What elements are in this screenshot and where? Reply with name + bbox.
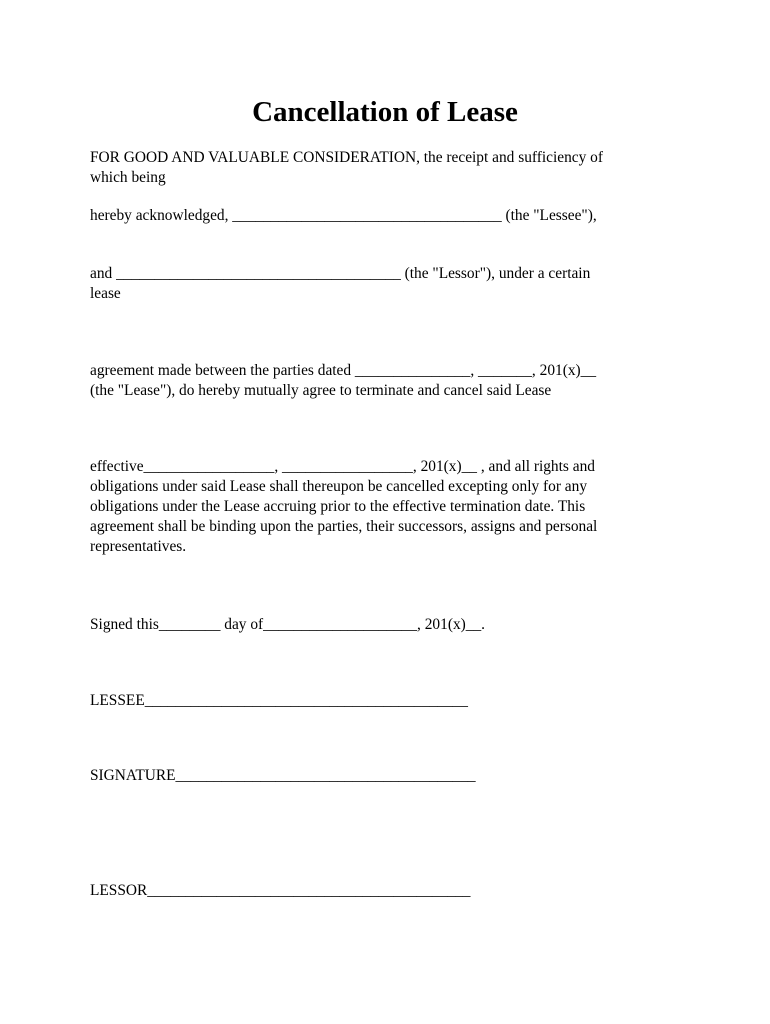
lessee-signature-line: LESSEE__________________________________________ <box>90 692 468 709</box>
paragraph-line: (the "Lease"), do hereby mutually agree to terminate and cancel said Lease <box>90 382 552 399</box>
document-title: Cancellation of Lease <box>252 96 518 128</box>
paragraph-consideration <box>90 148 680 188</box>
paragraph-line: lease <box>90 285 121 302</box>
paragraph-line: hereby acknowledged, ___________________________________ (the "Lessee"), <box>90 207 597 224</box>
signature-line: SIGNATURE_______________________________________ <box>90 767 476 784</box>
paragraph-line: obligations under said Lease shall thereupon be cancelled excepting only for any <box>90 478 588 495</box>
paragraph-line: agreement made between the parties dated _______________, _______, 201(x)__ <box>90 362 597 379</box>
paragraph-line: effective_________________, _________________, 201(x)__ , and all rights and <box>90 458 595 475</box>
signed-date-line: Signed this________ day of____________________, 201(x)__. <box>90 616 486 633</box>
paragraph-effective <box>90 457 680 557</box>
paragraph-line: which being <box>90 169 166 186</box>
paragraph-line: agreement shall be binding upon the parties, their successors, assigns and personal <box>90 518 598 535</box>
paragraph-line: representatives. <box>90 538 187 555</box>
paragraph-line: obligations under the Lease accruing prior to the effective termination date. This <box>90 498 586 515</box>
paragraph-lessor <box>90 264 680 304</box>
paragraph-line: FOR GOOD AND VALUABLE CONSIDERATION, the receipt and sufficiency of <box>90 149 603 166</box>
paragraph-line: and _____________________________________ (the "Lessor"), under a certain <box>90 265 591 282</box>
paragraph-agreement <box>90 361 680 401</box>
lessor-signature-line: LESSOR__________________________________________ <box>90 882 471 899</box>
paragraph-lessee <box>90 206 680 226</box>
